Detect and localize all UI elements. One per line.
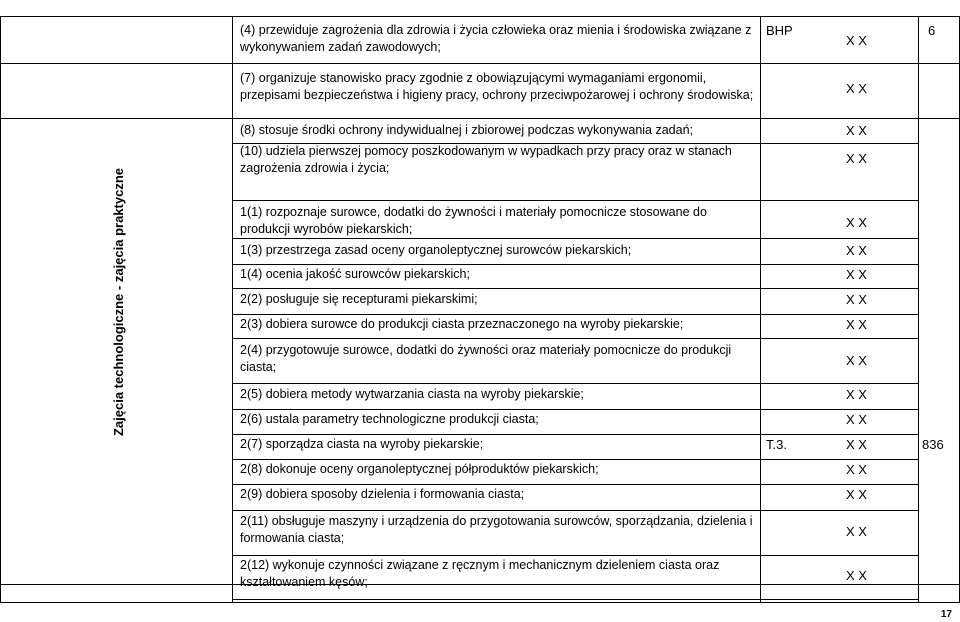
side-label: Zajęcia technologiczne - zajęcia praktyczne: [111, 167, 126, 437]
marks: X X: [846, 387, 867, 402]
row-text: 2(11) obsługuje maszyny i urządzenia do przygotowania surowców, sporządzania, dzielenia i formowania ciasta;: [240, 514, 753, 545]
marks: X X: [846, 267, 867, 282]
marks: X X: [846, 524, 867, 539]
unit-code: T.3.: [766, 437, 787, 452]
row-text: 2(8) dokonuje oceny organoleptycznej półproduktów piekarskich;: [240, 462, 599, 476]
marks: X X: [846, 353, 867, 368]
hours-value: 6: [928, 23, 936, 38]
row-text: 2(4) przygotowuje surowce, dodatki do żywności oraz materiały pomocnicze do produkcji ciasta;: [240, 343, 732, 374]
marks: X X: [846, 412, 867, 427]
total-hours: 836: [922, 437, 944, 452]
page-number: 17: [940, 609, 952, 620]
row-text: 1(1) rozpoznaje surowce, dodatki do żywności i materiały pomocnicze stosowane do produkcji wyrobów piekarskich;: [240, 205, 707, 236]
row-text: (4) przewiduje zagrożenia dla zdrowia i życia człowieka oraz mienia i środowiska związane z wykonywaniem zadań zawodowych;: [240, 23, 752, 54]
marks: X X: [846, 151, 867, 166]
row-text: 2(7) sporządza ciasta na wyroby piekarskie;: [240, 437, 484, 451]
marks: X X: [846, 81, 867, 96]
row-text: 2(6) ustala parametry technologiczne produkcji ciasta;: [240, 412, 539, 426]
marks: X X: [846, 487, 867, 502]
marks: X X: [846, 243, 867, 258]
row-text: (8) stosuje środki ochrony indywidualnej i zbiorowej podczas wykonywania zadań;: [240, 123, 694, 137]
row-text: 2(5) dobiera metody wytwarzania ciasta na wyroby piekarskie;: [240, 387, 584, 401]
row-text: 2(2) posługuje się recepturami piekarskimi;: [240, 292, 478, 306]
marks: X X: [846, 437, 867, 452]
marks: X X: [846, 215, 867, 230]
row-text: 2(9) dobiera sposoby dzielenia i formowania ciasta;: [240, 487, 525, 501]
unit-label: BHP: [766, 23, 793, 38]
row-text: (7) organizuje stanowisko pracy zgodnie z obowiązującymi wymaganiami ergonomii, przepisami bezpieczeństwa i higieny pracy, ochrony przeciwpożarowej i ochrony środowiska;: [240, 71, 754, 102]
marks: X X: [846, 568, 867, 583]
marks: X X: [846, 123, 867, 138]
row-text: 2(3) dobiera surowce do produkcji ciasta przeznaczonego na wyroby piekarskie;: [240, 317, 684, 331]
marks: X X: [846, 462, 867, 477]
row-text: 1(3) przestrzega zasad oceny organoleptycznej surowców piekarskich;: [240, 243, 632, 257]
row-text: (10) udziela pierwszej pomocy poszkodowanym w wypadkach przy pracy oraz w stanach zagrożenia zdrowia i życia;: [240, 144, 732, 175]
row-text: 2(12) wykonuje czynności związane z ręcznym i mechanicznym dzieleniem ciasta oraz kształtowaniem kęsów;: [240, 558, 720, 589]
marks: X X: [846, 33, 867, 48]
row-text: 1(4) ocenia jakość surowców piekarskich;: [240, 267, 470, 281]
marks: X X: [846, 292, 867, 307]
marks: X X: [846, 317, 867, 332]
